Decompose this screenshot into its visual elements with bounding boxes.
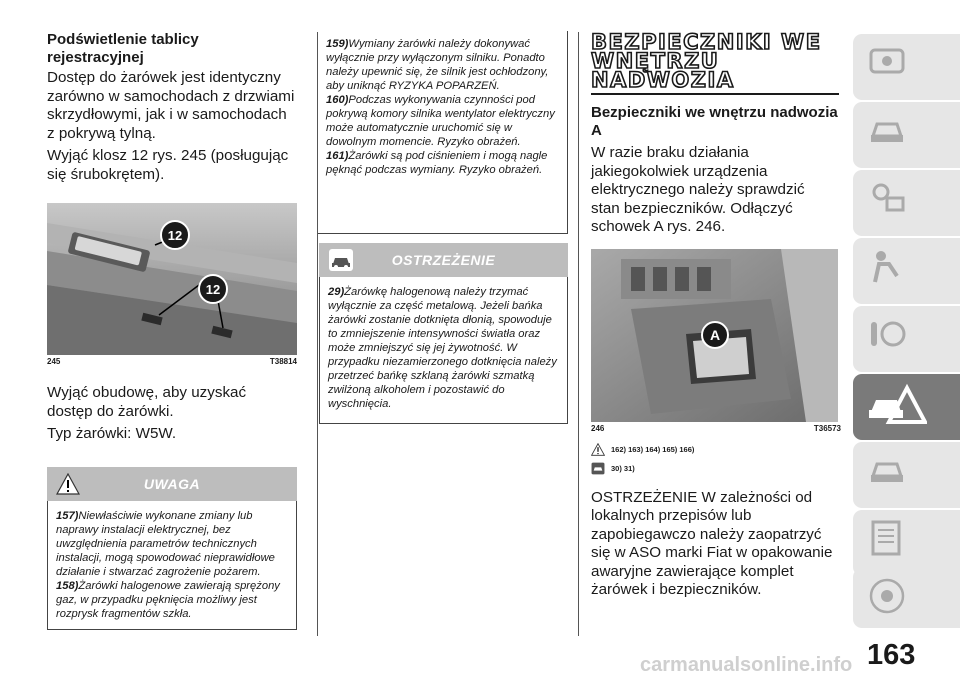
caution-title: OSTRZEŻENIE: [391, 252, 496, 268]
figure-code: T38814: [269, 357, 297, 366]
warning-header: [47, 467, 297, 501]
chapter-title: BEZPIECZNIKI WE WNĘTRZU NADWOZIA: [591, 33, 839, 95]
warning-item: 157)Niewłaściwie wykonane zmiany lub naprawy instalacji elektrycznej, bez uwzględnienia parametrów technicznych instalacji, mogą spowodować nieprawidłowe działanie i stwarzać zagrożenie pożarem.: [56, 509, 275, 578]
figure-number: 246: [591, 423, 605, 433]
section-heading: Podświetlenie tablicy rejestracyjnej: [47, 31, 199, 66]
warning-item: 159)Wymiany żarówki należy dokonywać wyłącznie przy wyłączonym silniku. Ponadto należy upewnić się, że silnik jest ochłodzony, aby uniknąć RYZYKA POPARZEŃ.: [326, 38, 549, 92]
warning-body-continued: [318, 31, 568, 234]
start-drive-icon: [867, 314, 907, 354]
callout-label: A: [709, 326, 721, 343]
reference-row: [591, 443, 841, 456]
subheading: Bezpieczniki we wnętrzu nadwozia A: [591, 104, 838, 139]
caution-refs: 30) 31): [611, 463, 635, 473]
car-caution-icon: [328, 248, 354, 272]
paragraph: Wyjąć klosz 12 rys. 245 (posługując się śrubokrętem).: [47, 147, 289, 183]
warning-triangle-icon: [591, 443, 605, 456]
tab-safety[interactable]: [853, 238, 960, 304]
figure-caption: [47, 357, 297, 366]
car-info-icon: [867, 42, 907, 82]
maintenance-icon: [867, 450, 907, 490]
emergency-icon: [867, 382, 927, 426]
tab-index[interactable]: [853, 568, 960, 628]
column-divider: [578, 32, 579, 636]
warning-title: UWAGA: [143, 475, 201, 492]
warning-item: 160)Podczas wykonywania czynności pod pokrywą komory silnika wentylator elektryczny może automatycznie uruchomić się w dowolnym momencie. Ryzyko obrażeń.: [326, 94, 555, 148]
watermark: carmanualsonline.info: [640, 654, 853, 676]
callout-label: 12: [205, 282, 221, 297]
paragraph: W razie braku działania jakiegokolwiek urządzenia elektrycznego należy sprawdzić stan bezpieczników. Odłączyć schowek A rys. 246.: [591, 144, 805, 235]
tab-start-drive[interactable]: [853, 306, 960, 372]
glovebox-illustration: [591, 249, 838, 422]
figure-number: 245: [47, 357, 61, 366]
figure-image: [591, 249, 838, 422]
callout-label: 12: [167, 228, 183, 243]
paragraph: OSTRZEŻENIE W zależności od lokalnych przepisów lub zapobiegawczo należy zaopatrzyć się w ASO marki Fiat w opakowanie awaryjne zawierające komplet żarówek i bezpieczników.: [591, 488, 833, 598]
page-number: 163: [867, 639, 916, 671]
column-2: [318, 0, 568, 424]
column-3: [591, 0, 841, 604]
caution-box: [319, 243, 568, 424]
car-caution-icon: [591, 462, 605, 475]
figure-image: [47, 203, 297, 355]
paragraph: Typ żarówki: W5W.: [47, 425, 177, 442]
paragraph: Wyjąć obudowę, aby uzyskać dostęp do żarówki.: [47, 384, 247, 420]
tab-car-info[interactable]: [853, 34, 960, 100]
caution-header: [319, 243, 568, 277]
dashboard-car-icon: [867, 110, 907, 150]
tab-emergency[interactable]: [853, 374, 960, 440]
lights-messages-icon: [867, 178, 907, 218]
tab-lights-messages[interactable]: [853, 170, 960, 236]
figure-code: T36573: [813, 423, 841, 433]
warning-triangle-icon: [56, 473, 80, 495]
safety-icon: [867, 246, 907, 286]
warning-box: [47, 467, 297, 630]
column-1: [47, 0, 297, 630]
technical-data-icon: [867, 518, 907, 558]
reference-row: [591, 462, 841, 475]
warning-body: [47, 501, 297, 630]
warning-item: 158)Żarówki halogenowe zawierają sprężony gaz, w przypadku pęknięcia możliwy jest rozprysk fragmentów szkła.: [56, 579, 280, 620]
figure-caption: [591, 424, 841, 433]
tab-dashboard[interactable]: [853, 102, 960, 168]
warning-refs: 162) 163) 164) 165) 166): [611, 444, 695, 454]
license-lamp-illustration: [47, 203, 297, 355]
warning-item: 161)Żarówki są pod ciśnieniem i mogą nagle pęknąć podczas wymiany. Ryzyko obrażeń.: [326, 150, 548, 176]
tab-technical-data[interactable]: [853, 510, 960, 576]
paragraph: Dostęp do żarówek jest identyczny zarówno w samochodach z drzwiami skrzydłowymi, jak i w samochodach z pokrywą tylną.: [47, 69, 295, 142]
tab-maintenance[interactable]: [853, 442, 960, 508]
caution-body: 29)Żarówkę halogenową należy trzymać wyłącznie za część metalową. Jeżeli bańka żarówki zostanie dotknięta dłonią, spowoduje to zmniejszenie intensywności światła oraz może zmniejszyć się jej żywotność. W przypadku niezamierzonego dotknięcia należy przetrzeć bańkę szklaną żarówki szmatką zwilżoną alkoholem i pozostawić do wyschnięcia.: [319, 277, 568, 424]
index-icon: [867, 576, 907, 616]
figure-245: [47, 203, 297, 366]
figure-246: [591, 249, 841, 433]
